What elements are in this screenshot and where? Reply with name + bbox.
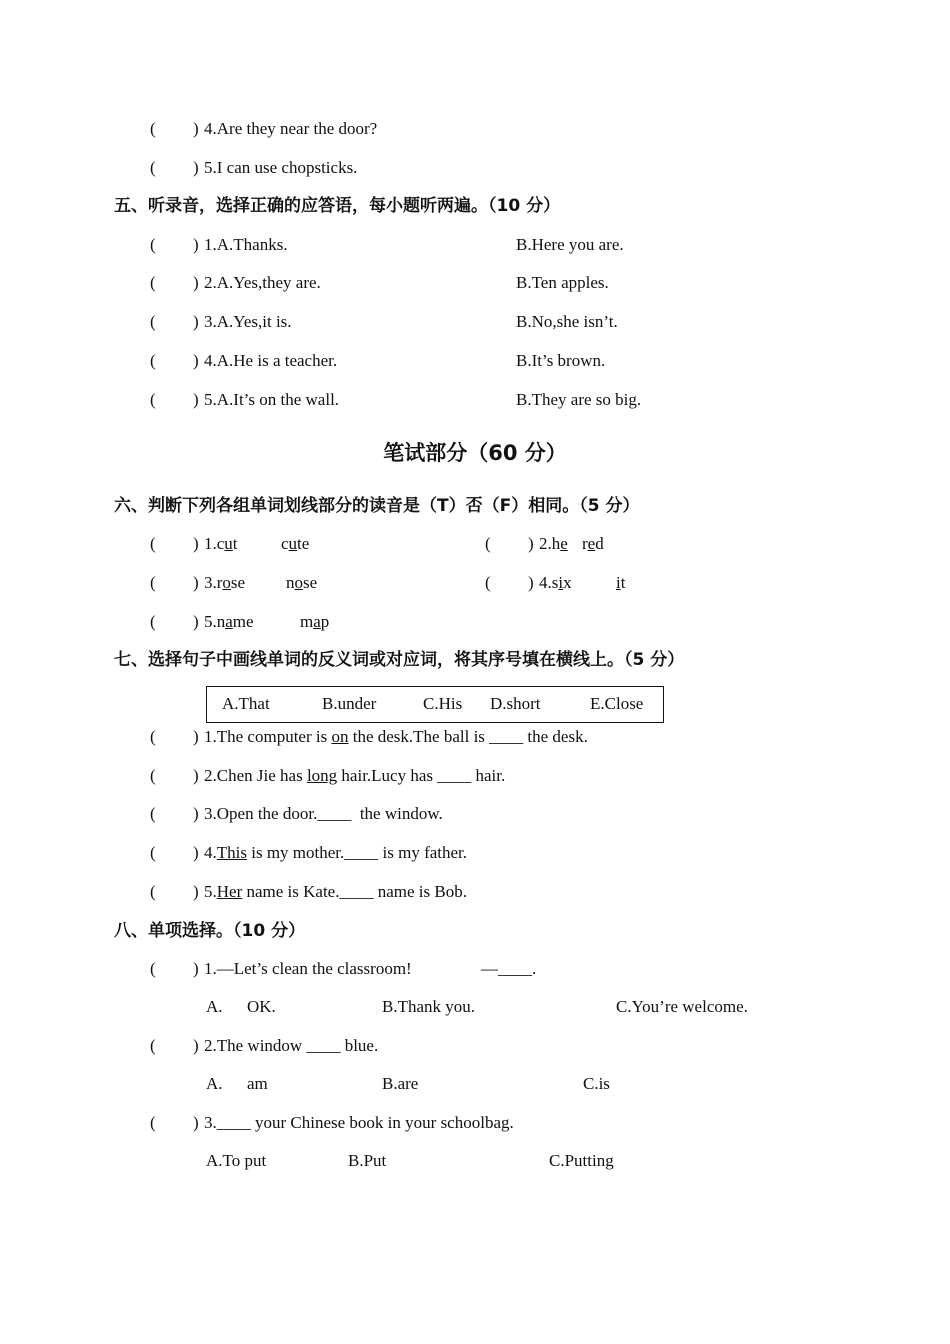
answer-paren-open: ( (150, 882, 156, 901)
word-bank-option: B.under (322, 694, 377, 713)
question-text: 2.Chen Jie has long hair.Lucy has ____ hair. (204, 766, 506, 785)
answer-paren-open: ( (150, 804, 156, 823)
answer-paren-open: ( (150, 351, 156, 370)
question-text: 4.Are they near the door? (204, 119, 378, 138)
answer-paren-close: ) (193, 312, 199, 331)
choice-b: B.Thank you. (382, 997, 476, 1016)
answer-paren-open: ( (150, 119, 156, 138)
choice-a: A.To put (206, 1151, 267, 1170)
option-b: B.Here you are. (516, 235, 624, 254)
answer-paren-close: ) (528, 534, 534, 553)
answer-paren-close: ) (193, 534, 199, 553)
word-pair: red (582, 534, 604, 553)
answer-paren-open: ( (150, 273, 156, 292)
option-b: B.It’s brown. (516, 351, 606, 370)
answer-paren-open: ( (150, 1113, 156, 1132)
option-b: B.They are so big. (516, 390, 642, 409)
word-bank-box (206, 686, 664, 723)
choice-a: am (247, 1074, 268, 1093)
answer-paren-open: ( (150, 843, 156, 862)
choice-c: C.You’re welcome. (616, 997, 748, 1016)
question-text: 2.The window ____ blue. (204, 1036, 379, 1055)
question-text: 3.Open the door.____ the window. (204, 804, 443, 823)
question-text: 4.This is my mother.____ is my father. (204, 843, 468, 862)
answer-paren-close: ) (193, 766, 199, 785)
answer-paren-close: ) (193, 573, 199, 592)
choice-a: OK. (247, 997, 276, 1016)
answer-paren-close: ) (528, 573, 534, 592)
word-pair: 4.six (539, 573, 572, 592)
word-pair: cute (281, 534, 310, 553)
option-a: 1.A.Thanks. (204, 235, 288, 254)
answer-paren-close: ) (193, 882, 199, 901)
choice-c: C.is (583, 1074, 610, 1093)
answer-paren-open: ( (485, 573, 491, 592)
answer-paren-open: ( (150, 573, 156, 592)
answer-paren-open: ( (150, 959, 156, 978)
choice-a-label: A. (206, 1074, 223, 1093)
answer-paren-open: ( (150, 312, 156, 331)
word-bank-option: D.short (490, 694, 541, 713)
question-text: 1.The computer is on the desk.The ball is ____ the desk. (204, 727, 588, 746)
section-7-heading: 七、选择句子中画线单词的反义词或对应词，将其序号填在横线上。（5 分） (114, 650, 685, 670)
word-pair: 5.name (204, 612, 254, 631)
word-pair: map (300, 612, 330, 631)
word-bank-option: E.Close (590, 694, 644, 713)
choice-b: B.are (382, 1074, 419, 1093)
word-pair: 2.he (539, 534, 568, 553)
answer-paren-close: ) (193, 273, 199, 292)
section-8-heading: 八、单项选择。（10 分） (114, 921, 306, 941)
answer-paren-close: ) (193, 727, 199, 746)
section-6-heading: 六、判断下列各组单词划线部分的读音是（T）否（F）相同。（5 分） (114, 496, 640, 516)
answer-paren-close: ) (193, 959, 199, 978)
choice-b: B.Put (348, 1151, 387, 1170)
choice-a-label: A. (206, 997, 223, 1016)
answer-paren-close: ) (193, 119, 199, 138)
word-pair: nose (286, 573, 318, 592)
section-5-heading: 五、听录音，选择正确的应答语，每小题听两遍。（10 分） (114, 196, 561, 216)
option-a: 3.A.Yes,it is. (204, 312, 292, 331)
answer-paren-open: ( (150, 158, 156, 177)
answer-paren-close: ) (193, 804, 199, 823)
answer-paren-open: ( (150, 390, 156, 409)
answer-paren-open: ( (150, 766, 156, 785)
answer-paren-open: ( (150, 612, 156, 631)
question-text: 1.—Let’s clean the classroom! (204, 959, 412, 978)
answer-paren-close: ) (193, 612, 199, 631)
question-text: 3.____ your Chinese book in your schoolbag. (204, 1113, 514, 1132)
word-bank-option: C.His (423, 694, 463, 713)
choice-c: C.Putting (549, 1151, 614, 1170)
option-a: 4.A.He is a teacher. (204, 351, 338, 370)
option-b: B.No,she isn’t. (516, 312, 618, 331)
answer-paren-close: ) (193, 351, 199, 370)
word-pair: it (616, 573, 626, 592)
answer-paren-close: ) (193, 843, 199, 862)
reply-blank: —____. (481, 959, 537, 978)
question-text: 5.I can use chopsticks. (204, 158, 358, 177)
answer-paren-open: ( (150, 1036, 156, 1055)
answer-paren-close: ) (193, 1113, 199, 1132)
answer-paren-close: ) (193, 1036, 199, 1055)
word-bank-option: A.That (222, 694, 270, 713)
word-pair: 1.cut (204, 534, 238, 553)
answer-paren-open: ( (150, 727, 156, 746)
written-part-title: 笔试部分（60 分） (383, 441, 567, 465)
answer-paren-open: ( (150, 235, 156, 254)
answer-paren-close: ) (193, 158, 199, 177)
answer-paren-open: ( (150, 534, 156, 553)
question-text: 5.Her name is Kate.____ name is Bob. (204, 882, 467, 901)
option-a: 5.A.It’s on the wall. (204, 390, 340, 409)
word-pair: 3.rose (204, 573, 246, 592)
option-a: 2.A.Yes,they are. (204, 273, 321, 292)
answer-paren-open: ( (485, 534, 491, 553)
option-b: B.Ten apples. (516, 273, 609, 292)
answer-paren-close: ) (193, 235, 199, 254)
answer-paren-close: ) (193, 390, 199, 409)
